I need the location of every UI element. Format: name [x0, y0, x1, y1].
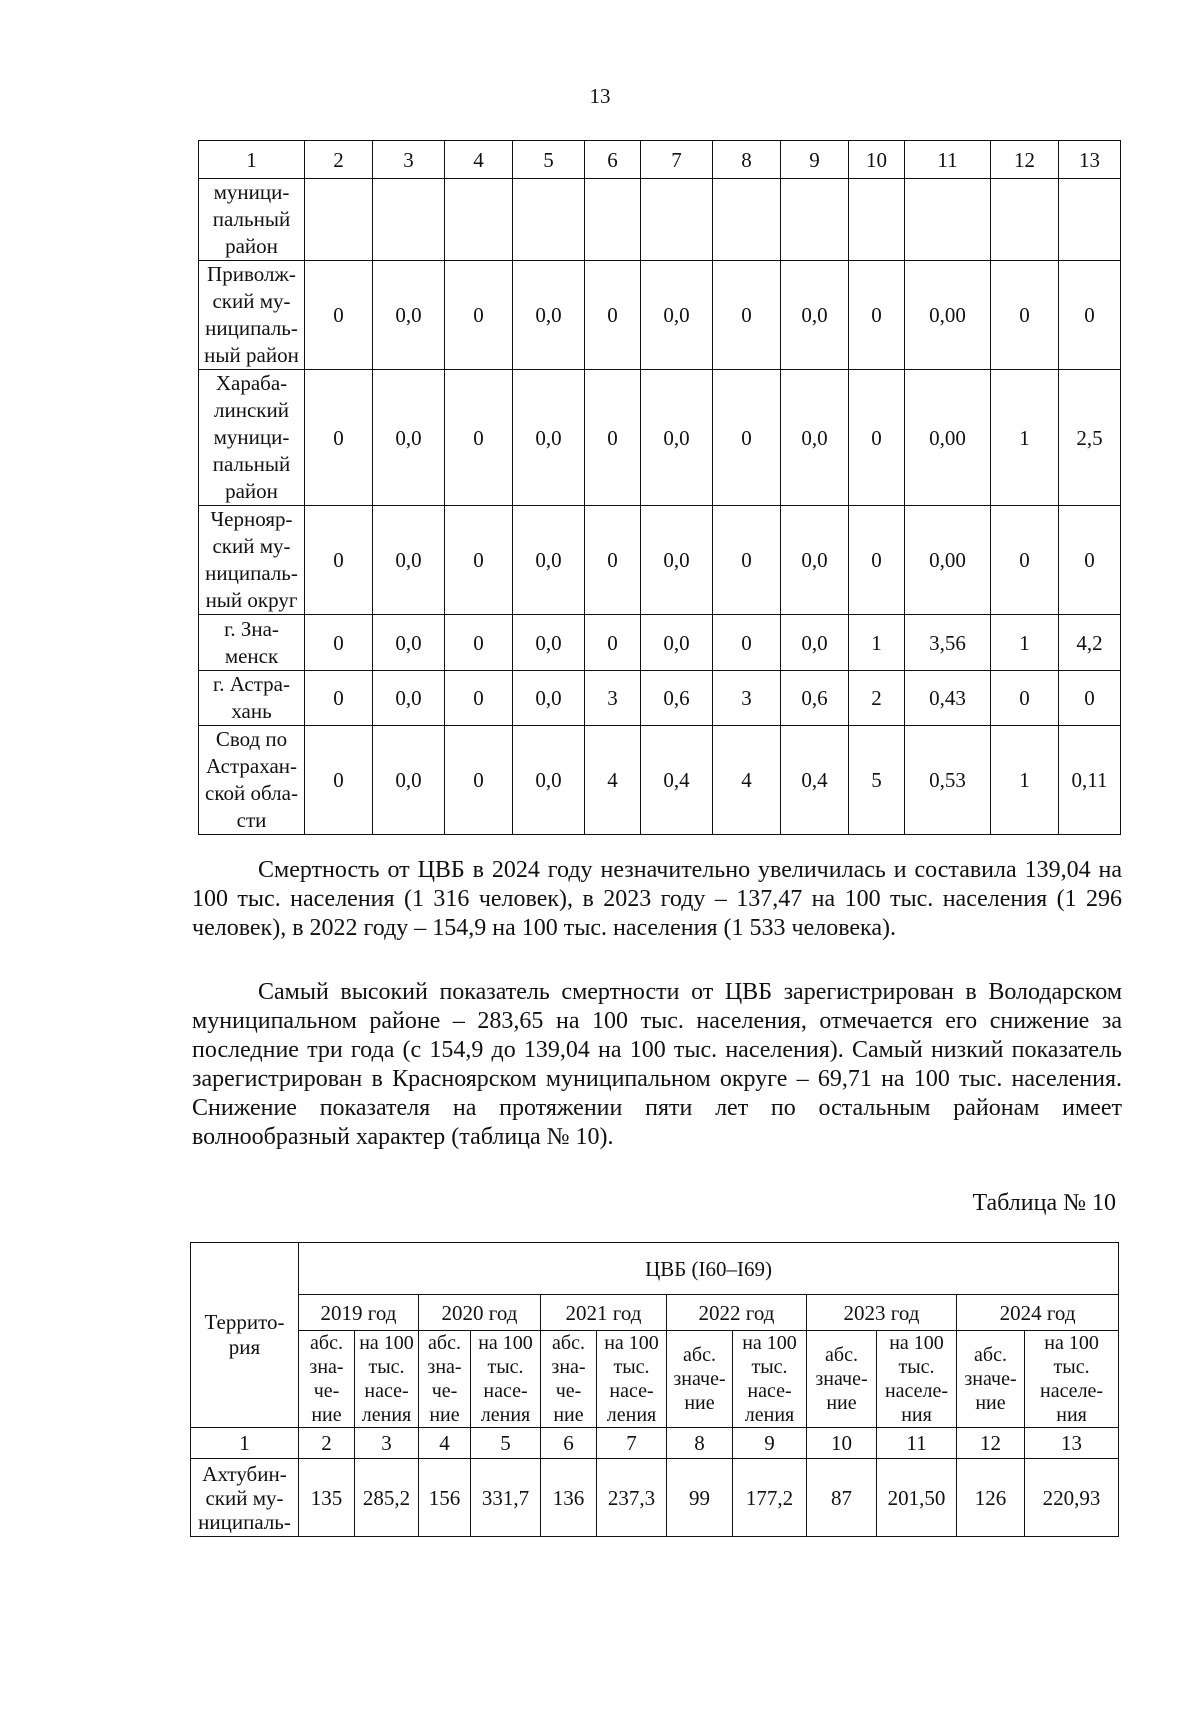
data-cell: 220,93 — [1025, 1459, 1119, 1537]
data-cell: 0 — [585, 615, 641, 671]
data-cell: 0,0 — [373, 726, 445, 835]
column-number-cell: 5 — [471, 1428, 541, 1459]
data-cell: 0,0 — [641, 615, 713, 671]
data-cell: 0 — [445, 506, 513, 615]
data-cell: 331,7 — [471, 1459, 541, 1537]
data-cell — [585, 179, 641, 261]
year-header: 2019 год — [299, 1295, 419, 1331]
year-header: 2022 год — [667, 1295, 807, 1331]
table-row — [199, 615, 1121, 671]
data-cell: 0,00 — [905, 506, 991, 615]
data-cell: 0,0 — [513, 506, 585, 615]
sub-header: на 100 тыс. населе- ния — [877, 1331, 957, 1428]
data-cell — [373, 179, 445, 261]
column-number-cell: 13 — [1059, 141, 1121, 179]
sub-header: абс. значе- ние — [807, 1331, 877, 1428]
data-cell: 0 — [713, 261, 781, 370]
data-cell — [713, 179, 781, 261]
sub-header: абс. зна- че- ние — [541, 1331, 597, 1428]
data-cell: 0,4 — [641, 726, 713, 835]
year-header: 2024 год — [957, 1295, 1119, 1331]
column-number-cell: 7 — [641, 141, 713, 179]
data-cell: 0,00 — [905, 261, 991, 370]
data-cell: 0 — [1059, 261, 1121, 370]
data-cell: 0 — [849, 261, 905, 370]
data-cell: 0 — [305, 370, 373, 506]
table-row — [191, 1459, 1119, 1537]
data-cell: 0,0 — [513, 726, 585, 835]
sub-header: абс. значе- ние — [957, 1331, 1025, 1428]
data-cell: 3 — [585, 671, 641, 726]
data-cell: 177,2 — [733, 1459, 807, 1537]
data-cell: 4,2 — [1059, 615, 1121, 671]
data-cell: 0 — [1059, 671, 1121, 726]
data-cell — [1059, 179, 1121, 261]
table-row — [199, 671, 1121, 726]
data-cell: 0 — [305, 506, 373, 615]
data-cell: 3 — [713, 671, 781, 726]
data-cell: 4 — [585, 726, 641, 835]
data-cell: 0 — [445, 261, 513, 370]
data-cell: 0,0 — [513, 261, 585, 370]
data-cell: 0 — [849, 370, 905, 506]
data-cell: 0 — [713, 506, 781, 615]
column-number-cell: 10 — [849, 141, 905, 179]
column-number-cell: 2 — [299, 1428, 355, 1459]
column-number-cell: 4 — [419, 1428, 471, 1459]
data-cell: 1 — [849, 615, 905, 671]
data-cell: 0,0 — [641, 370, 713, 506]
data-cell — [781, 179, 849, 261]
data-cell: 0 — [713, 370, 781, 506]
data-cell — [305, 179, 373, 261]
data-cell: 0,0 — [513, 671, 585, 726]
territory-name: Хараба- линский муници- пальный район — [199, 370, 305, 506]
column-number-cell: 6 — [585, 141, 641, 179]
data-cell — [445, 179, 513, 261]
page-number: 13 — [589, 84, 611, 108]
data-cell — [849, 179, 905, 261]
data-cell: 0,00 — [905, 370, 991, 506]
data-cell: 0 — [305, 615, 373, 671]
data-cell — [513, 179, 585, 261]
table-row — [199, 261, 1121, 370]
data-cell: 0 — [445, 671, 513, 726]
data-cell: 99 — [667, 1459, 733, 1537]
data-cell: 0 — [849, 506, 905, 615]
territory-name: Чернояр- ский му- ниципаль- ный округ — [199, 506, 305, 615]
data-cell: 0 — [445, 615, 513, 671]
year-header: 2023 год — [807, 1295, 957, 1331]
sub-header: абс. значе- ние — [667, 1331, 733, 1428]
sub-header: на 100 тыс. населе- ния — [1025, 1331, 1119, 1428]
data-cell: 0 — [713, 615, 781, 671]
year-header: 2021 год — [541, 1295, 667, 1331]
data-cell: 0 — [585, 370, 641, 506]
group-header: ЦВБ (I60–I69) — [299, 1243, 1119, 1295]
data-cell: 0 — [305, 671, 373, 726]
data-cell: 0 — [305, 726, 373, 835]
data-cell: 5 — [849, 726, 905, 835]
data-cell: 0,6 — [781, 671, 849, 726]
data-cell: 0,0 — [513, 615, 585, 671]
sub-header: абс. зна- че- ние — [299, 1331, 355, 1428]
data-cell: 201,50 — [877, 1459, 957, 1537]
data-cell: 0 — [445, 726, 513, 835]
data-cell: 3,56 — [905, 615, 991, 671]
column-number-row — [191, 1428, 1119, 1459]
column-number-cell: 10 — [807, 1428, 877, 1459]
data-cell — [991, 179, 1059, 261]
data-cell: 1 — [991, 615, 1059, 671]
sub-header: на 100 тыс. насе- ления — [597, 1331, 667, 1428]
data-cell: 0,0 — [373, 506, 445, 615]
data-cell: 1 — [991, 370, 1059, 506]
data-cell — [905, 179, 991, 261]
data-cell: 237,3 — [597, 1459, 667, 1537]
data-cell: 0,0 — [641, 506, 713, 615]
territory-name: г. Зна- менск — [199, 615, 305, 671]
data-cell — [641, 179, 713, 261]
data-cell: 0,53 — [905, 726, 991, 835]
table-caption: Таблица № 10 — [972, 1190, 1116, 1216]
column-number-cell: 12 — [991, 141, 1059, 179]
data-cell: 0 — [305, 261, 373, 370]
table-row — [199, 506, 1121, 615]
column-number-cell: 1 — [191, 1428, 299, 1459]
column-number-cell: 3 — [373, 141, 445, 179]
column-number-cell: 13 — [1025, 1428, 1119, 1459]
data-cell: 4 — [713, 726, 781, 835]
data-cell: 0 — [991, 506, 1059, 615]
paragraph-highest-lowest: Самый высокий показатель смертности от ЦВБ зарегистрирован в Володарском муниципальном районе – 283,65 на 100 тыс. населения, отмечается его снижение за последние три года (с 154,9 до 139,04 на 100 тыс. населения). Самый низкий показатель зарегистрирован в Красноярском муниципальном округе – 69,71 на 100 тыс. населения. Снижение показателя на протяжении пяти лет по остальным районам имеет волнообразный характер (таблица № 10). — [192, 979, 1122, 1150]
data-cell: 285,2 — [355, 1459, 419, 1537]
column-number-cell: 7 — [597, 1428, 667, 1459]
territory-name: муници- пальный район — [199, 179, 305, 261]
data-cell: 0,11 — [1059, 726, 1121, 835]
column-number-cell: 3 — [355, 1428, 419, 1459]
column-number-cell: 6 — [541, 1428, 597, 1459]
data-cell: 2 — [849, 671, 905, 726]
data-cell: 0 — [445, 370, 513, 506]
column-number-cell: 8 — [667, 1428, 733, 1459]
sub-header: на 100 тыс. насе- ления — [733, 1331, 807, 1428]
data-cell: 0,6 — [641, 671, 713, 726]
column-number-cell: 9 — [781, 141, 849, 179]
data-cell: 0,0 — [373, 615, 445, 671]
sub-header: абс. зна- че- ние — [419, 1331, 471, 1428]
sub-header-row — [191, 1331, 1119, 1428]
data-cell: 0 — [1059, 506, 1121, 615]
data-cell: 0 — [991, 671, 1059, 726]
table-row — [199, 726, 1121, 835]
sub-header: на 100 тыс. насе- ления — [471, 1331, 541, 1428]
table-previous-continuation — [198, 140, 1121, 835]
data-cell: 126 — [957, 1459, 1025, 1537]
territory-header: Террито- рия — [191, 1243, 299, 1428]
year-header-row — [191, 1295, 1119, 1331]
data-cell: 0 — [585, 506, 641, 615]
data-cell: 0,0 — [781, 261, 849, 370]
sub-header: на 100 тыс. насе- ления — [355, 1331, 419, 1428]
column-number-row — [199, 141, 1121, 179]
data-cell: 1 — [991, 726, 1059, 835]
data-cell: 0,43 — [905, 671, 991, 726]
column-number-cell: 1 — [199, 141, 305, 179]
data-cell: 2,5 — [1059, 370, 1121, 506]
data-cell: 0,0 — [373, 261, 445, 370]
data-cell: 0,0 — [781, 615, 849, 671]
table-row — [199, 370, 1121, 506]
data-cell: 0 — [585, 261, 641, 370]
column-number-cell: 8 — [713, 141, 781, 179]
data-cell: 0,0 — [781, 370, 849, 506]
column-number-cell: 4 — [445, 141, 513, 179]
territory-name: Свод по Астрахан- ской обла- сти — [199, 726, 305, 835]
data-cell: 0,0 — [781, 506, 849, 615]
data-cell: 136 — [541, 1459, 597, 1537]
data-cell: 0,0 — [373, 671, 445, 726]
column-number-cell: 11 — [905, 141, 991, 179]
data-cell: 0,0 — [513, 370, 585, 506]
data-cell: 0 — [991, 261, 1059, 370]
column-number-cell: 9 — [733, 1428, 807, 1459]
territory-name: Приволж- ский му- ниципаль- ный район — [199, 261, 305, 370]
paragraph-mortality-summary: Смертность от ЦВБ в 2024 году незначительно увеличилась и составила 139,04 на 100 тыс. населения (1 316 человек), в 2023 году – 137,47 на 100 тыс. населения (1 296 человек), в 2022 году – 154,9 на 100 тыс. населения (1 533 человека). — [192, 857, 1122, 941]
data-cell: 156 — [419, 1459, 471, 1537]
column-number-cell: 5 — [513, 141, 585, 179]
territory-name: г. Астра- хань — [199, 671, 305, 726]
column-number-cell: 11 — [877, 1428, 957, 1459]
table-row — [199, 179, 1121, 261]
data-cell: 0,4 — [781, 726, 849, 835]
data-cell: 0,0 — [373, 370, 445, 506]
table-10 — [190, 1242, 1119, 1537]
column-number-cell: 12 — [957, 1428, 1025, 1459]
data-cell: 135 — [299, 1459, 355, 1537]
column-number-cell: 2 — [305, 141, 373, 179]
data-cell: 87 — [807, 1459, 877, 1537]
territory-name: Ахтубин- ский му- ниципаль- — [191, 1459, 299, 1537]
data-cell: 0,0 — [641, 261, 713, 370]
year-header: 2020 год — [419, 1295, 541, 1331]
